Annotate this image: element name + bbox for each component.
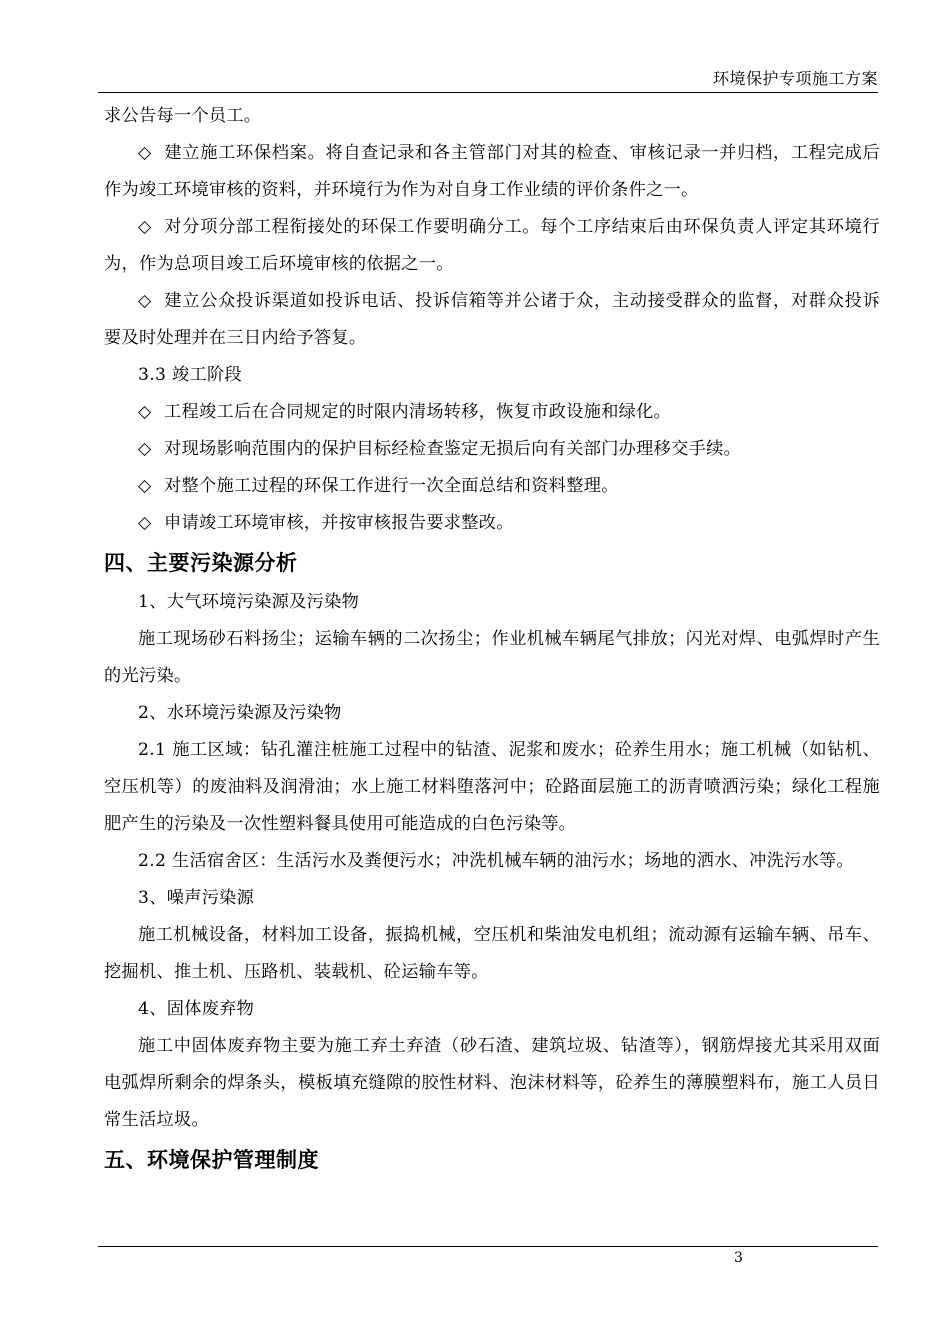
bullet-item [104, 505, 880, 542]
section-heading: 四、主要污染源分析 [104, 550, 298, 575]
diamond-bullet-icon: ◇ [138, 291, 152, 311]
subsection-title: 1、大气环境污染源及污染物 [138, 592, 360, 612]
diamond-bullet-icon: ◇ [138, 217, 152, 237]
page-number: 3 [734, 1250, 743, 1266]
subsection-title: 2、水环境污染源及污染物 [138, 703, 342, 723]
header-divider [98, 92, 878, 93]
diamond-bullet-icon: ◇ [138, 439, 152, 459]
bullet-text: 对分项分部工程衔接处的环保工作要明确分工。每个工序结束后由环保负责人评定其环境行为，作为总项目竣工后环境审核的依据之一。 [104, 217, 880, 274]
paragraph: 求公告每一个员工。 [104, 106, 262, 126]
bullet-text: 申请竣工环境审核，并按审核报告要求整改。 [164, 513, 514, 533]
paragraph: 施工中固体废弃物主要为施工弃土弃渣（砂石渣、建筑垃圾、钻渣等），钢筋焊接尤其采用双面电弧焊所剩余的焊条头，模板填充缝隙的胶性材料、泡沫材料等，砼养生的薄膜塑料布，施工人员日常生活垃圾。 [104, 1036, 880, 1130]
diamond-bullet-icon: ◇ [138, 143, 152, 163]
diamond-bullet-icon: ◇ [138, 476, 152, 496]
document-body [104, 98, 880, 1181]
subsection-title: 4、固体废弃物 [138, 999, 255, 1019]
header-title: 环境保护专项施工方案 [712, 69, 878, 88]
diamond-bullet-icon: ◇ [138, 513, 152, 533]
bullet-text: 工程竣工后在合同规定的时限内清场转移，恢复市政设施和绿化。 [164, 402, 672, 422]
bullet-item [104, 135, 880, 209]
bullet-text: 对现场影响范围内的保护目标经检查鉴定无损后向有关部门办理移交手续。 [164, 439, 742, 459]
bullet-item [104, 468, 880, 505]
bullet-text: 建立公众投诉渠道如投诉电话、投诉信箱等并公诸于众，主动接受群众的监督，对群众投诉要及时处理并在三日内给予答复。 [104, 291, 880, 348]
paragraph: 2.2 生活宿舍区：生活污水及粪便污水；冲洗机械车辆的油污水；场地的洒水、冲洗污水等。 [138, 851, 855, 871]
diamond-bullet-icon: ◇ [138, 402, 152, 422]
subsection-title: 3.3 竣工阶段 [138, 365, 242, 385]
footer-divider [98, 1246, 878, 1247]
section-heading: 五、环境保护管理制度 [104, 1147, 319, 1172]
paragraph: 施工现场砂石料扬尘；运输车辆的二次扬尘；作业机械车辆尾气排放；闪光对焊、电弧焊时产生的光污染。 [104, 629, 880, 686]
bullet-item [104, 431, 880, 468]
paragraph: 施工机械设备，材料加工设备，振捣机械，空压机和柴油发电机组；流动源有运输车辆、吊车、挖掘机、推土机、压路机、装载机、砼运输车等。 [104, 925, 880, 982]
bullet-text: 对整个施工过程的环保工作进行一次全面总结和资料整理。 [164, 476, 619, 496]
bullet-item [104, 394, 880, 431]
paragraph: 2.1 施工区域：钻孔灌注桩施工过程中的钻渣、泥浆和废水；砼养生用水；施工机械（如钻机、空压机等）的废油料及润滑油；水上施工材料堕落河中；砼路面层施工的沥青喷洒污染；绿化工程施肥产生的污染及一次性塑料餐具使用可能造成的白色污染等。 [104, 740, 880, 834]
bullet-item [104, 283, 880, 357]
bullet-item [104, 209, 880, 283]
bullet-text: 建立施工环保档案。将自查记录和各主管部门对其的检查、审核记录一并归档，工程完成后作为竣工环境审核的资料，并环境行为作为对自身工作业绩的评价条件之一。 [104, 143, 880, 200]
subsection-title: 3、噪声污染源 [138, 888, 255, 908]
